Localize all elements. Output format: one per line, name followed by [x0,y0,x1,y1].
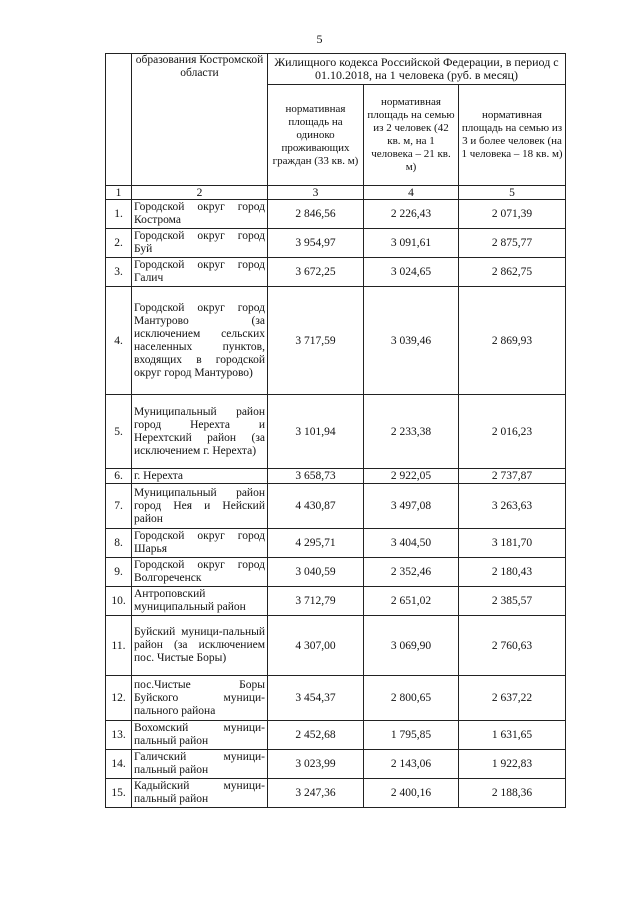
municipality-name: пос.Чистые Боры Буйского муници-пального района [132,676,268,721]
table-row [106,229,566,258]
header-sub-2: нормативная площадь на семью из 2 человек (42 кв. м, на 1 человека – 21 кв. м) [364,85,459,186]
municipality-name: Городской округ город Шарья [132,529,268,558]
municipality-name: Городской округ город Кострома [132,200,268,229]
rate-single: 3 658,73 [268,469,364,484]
rate-family-2: 2 226,43 [364,200,459,229]
rate-family-2: 2 143,06 [364,750,459,779]
column-number: 4 [364,186,459,200]
table-row [106,469,566,484]
municipality-name: Вохомский муници-пальный район [132,721,268,750]
rate-family-3plus: 3 181,70 [459,529,566,558]
rate-family-2: 3 404,50 [364,529,459,558]
row-number: 14. [106,750,132,779]
table-row [106,616,566,676]
row-number: 15. [106,779,132,808]
row-number: 9. [106,558,132,587]
rate-family-3plus: 3 263,63 [459,484,566,529]
rate-single: 4 307,00 [268,616,364,676]
municipality-name: Муниципальный район город Нерехта и Нерехтский район (за исключением г. Нерехта) [132,395,268,469]
row-number: 2. [106,229,132,258]
rate-single: 3 954,97 [268,229,364,258]
municipality-name: Городской округ город Галич [132,258,268,287]
column-number: 5 [459,186,566,200]
rate-family-3plus: 2 385,57 [459,587,566,616]
column-numbers-row [106,186,566,200]
rate-family-3plus: 1 922,83 [459,750,566,779]
rate-family-3plus: 2 737,87 [459,469,566,484]
rate-family-3plus: 1 631,65 [459,721,566,750]
row-number: 7. [106,484,132,529]
rate-single: 3 712,79 [268,587,364,616]
municipality-name: Антроповский муниципальный район [132,587,268,616]
table-row [106,200,566,229]
rate-single: 3 717,59 [268,287,364,395]
header-row-top [106,54,566,85]
table-row [106,484,566,529]
rate-single: 3 672,25 [268,258,364,287]
rate-family-3plus: 2 875,77 [459,229,566,258]
table-row [106,287,566,395]
municipality-name: Муниципальный район город Нея и Нейский район [132,484,268,529]
rate-family-2: 2 922,05 [364,469,459,484]
row-number: 3. [106,258,132,287]
row-number: 10. [106,587,132,616]
rate-family-3plus: 2 180,43 [459,558,566,587]
row-number: 12. [106,676,132,721]
table-row [106,529,566,558]
rate-family-3plus: 2 862,75 [459,258,566,287]
row-number: 1. [106,200,132,229]
rate-single: 3 040,59 [268,558,364,587]
column-number: 1 [106,186,132,200]
row-number: 8. [106,529,132,558]
rate-family-3plus: 2 071,39 [459,200,566,229]
page-number: 5 [316,32,323,46]
row-number: 13. [106,721,132,750]
table-row [106,676,566,721]
column-number: 2 [132,186,268,200]
rate-family-2: 2 400,16 [364,779,459,808]
rate-family-3plus: 2 869,93 [459,287,566,395]
rate-family-2: 2 800,65 [364,676,459,721]
rate-family-2: 2 233,38 [364,395,459,469]
row-number: 5. [106,395,132,469]
rate-family-3plus: 2 016,23 [459,395,566,469]
table-row [106,395,566,469]
rate-family-2: 3 039,46 [364,287,459,395]
header-col2: образования Костромской области [132,54,268,186]
header-sub-3: нормативная площадь на семью из 3 и более человек (на 1 человека – 18 кв. м) [459,85,566,186]
rate-family-3plus: 2 188,36 [459,779,566,808]
table-row [106,779,566,808]
rates-table [105,53,566,808]
rate-family-2: 2 352,46 [364,558,459,587]
rate-family-2: 3 497,08 [364,484,459,529]
rate-single: 3 023,99 [268,750,364,779]
rate-single: 3 247,36 [268,779,364,808]
table-row [106,750,566,779]
municipality-name: Городской округ город Буй [132,229,268,258]
row-number: 6. [106,469,132,484]
rate-family-2: 1 795,85 [364,721,459,750]
rate-family-3plus: 2 760,63 [459,616,566,676]
municipality-name: Кадыйский муници-пальный район [132,779,268,808]
table-row [106,587,566,616]
rate-family-2: 3 024,65 [364,258,459,287]
rate-family-2: 3 091,61 [364,229,459,258]
header-sub-1: нормативная площадь на одиноко проживающих граждан (33 кв. м) [268,85,364,186]
row-number: 4. [106,287,132,395]
rate-single: 3 101,94 [268,395,364,469]
column-number: 3 [268,186,364,200]
rate-single: 2 452,68 [268,721,364,750]
table-row [106,558,566,587]
rate-family-2: 3 069,90 [364,616,459,676]
municipality-name: Галичский муници-пальный район [132,750,268,779]
municipality-name: Буйский муници-пальный район (за исключением пос. Чистые Боры) [132,616,268,676]
municipality-name: Городской округ город Волгореченск [132,558,268,587]
rate-family-3plus: 2 637,22 [459,676,566,721]
rate-single: 3 454,37 [268,676,364,721]
header-col1 [106,54,132,186]
municipality-name: Городской округ город Мантурово (за исключением сельских населенных пунктов, входящих в городской округ город Мантурово) [132,287,268,395]
rate-family-2: 2 651,02 [364,587,459,616]
header-group: Жилищного кодекса Российской Федерации, в период с 01.10.2018, на 1 человека (руб. в месяц) [268,54,566,85]
table-row [106,258,566,287]
rate-single: 4 430,87 [268,484,364,529]
municipality-name: г. Нерехта [132,469,268,484]
row-number: 11. [106,616,132,676]
rate-single: 2 846,56 [268,200,364,229]
table-row [106,721,566,750]
rate-single: 4 295,71 [268,529,364,558]
